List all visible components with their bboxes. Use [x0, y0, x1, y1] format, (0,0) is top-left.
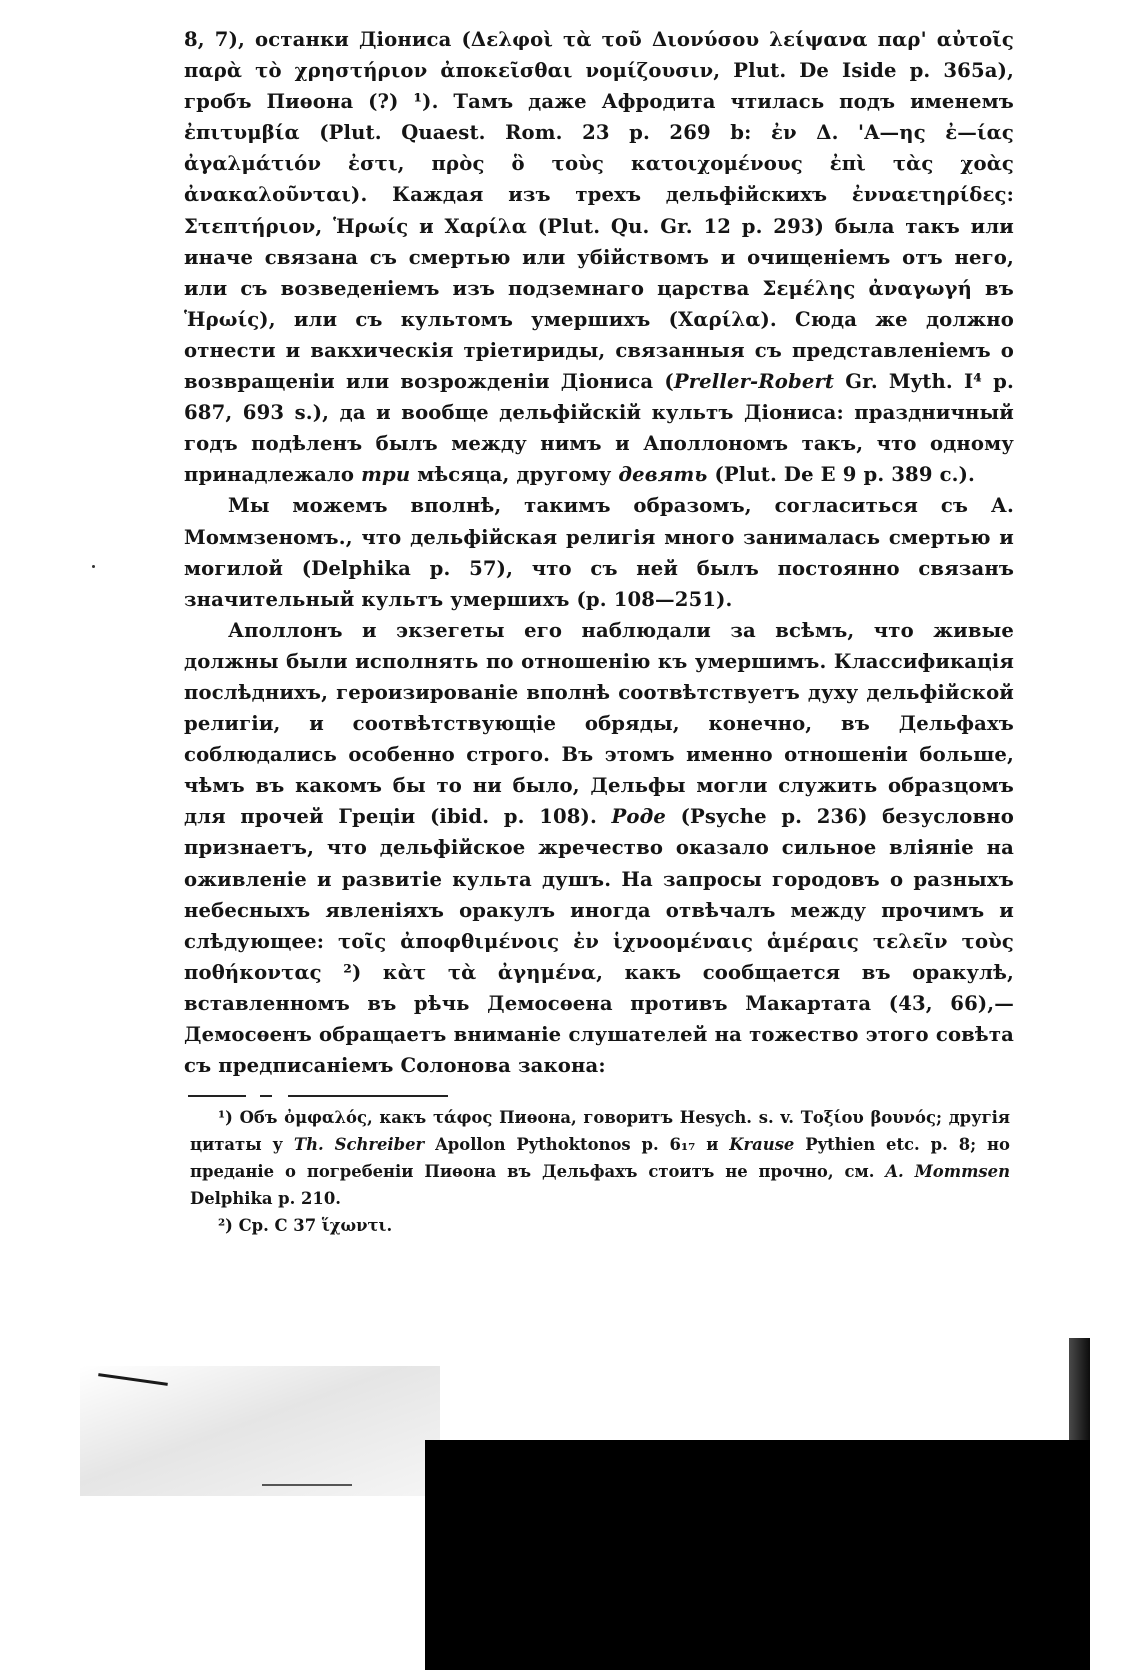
preller-robert-ref: Preller-Robert [673, 370, 835, 394]
rode-ref: Роде [611, 805, 667, 829]
paragraph-1-text-d: (Plut. De E 9 p. 389 c.). [707, 463, 976, 487]
scan-artifact-line [262, 1484, 352, 1486]
main-text [184, 24, 1014, 1081]
footnote-1-text-c: Pythien etc. p. 8; но преданіе о погребеніи Пиѳона въ Дельфахъ стоитъ не прочно, см. [190, 1135, 1010, 1181]
tri-word: три [361, 463, 411, 487]
scan-shadow [80, 1366, 440, 1496]
krause-ref: Krause [729, 1135, 795, 1154]
paragraph-1 [184, 24, 1014, 490]
paragraph-3-text-b: (Psyche p. 236) безусловно признаетъ, что дельфійское жречество оказало сильное вліяніе на оживленіе и развитіе культа душъ. На запросы городовъ о разныхъ небесныхъ явленіяхъ оракулъ иногда отвѣчалъ между прочимъ и слѣдующее: τοῖς ἀποφθιμένοις ἐν ἱχνοομέναις ἁμέραις τελεῖν τοὺς ποθήκοντας ²) κὰτ τὰ ἀγημένα, какъ сообщается въ оракулѣ, вставленномъ въ рѣчь Демосѳена противъ Макартата (43, 66),—Демосѳенъ обращаетъ вниманіе слушателей на тожество этого совѣта съ предписаніемъ Солонова закона: [184, 805, 1015, 1078]
schreiber-ref: Th. Schreiber [293, 1135, 425, 1154]
footnote-2: ²) Ср. C 37 ἵχωντι. [218, 1216, 393, 1235]
scan-dark-edge [1069, 1338, 1090, 1450]
paragraph-1-text-c: мѣсяца, другому [410, 463, 619, 487]
footnote-1-text-d: Delphika p. 210. [190, 1189, 341, 1208]
devyat-word: девять [618, 463, 708, 487]
footnote-separator [188, 1095, 448, 1097]
paragraph-2: Мы можемъ вполнѣ, такимъ образомъ, согласиться съ А. Моммзеномъ., что дельфійская религія много занималась смертью и могилой (Delphika p. 57), что съ ней былъ постоянно связанъ значительный культъ умершихъ (p. 108—251). [184, 494, 1014, 611]
footnote-1-text: ¹) Объ ὀμφαλός, какъ τάφος Пиѳона, говоритъ Hesych. s. v. Τοξίου βουνός; другія цитаты у [190, 1108, 1010, 1154]
mommsen-ref: A. Mommsen [885, 1162, 1010, 1181]
paragraph-1-text-b: Gr. Myth. I⁴ p. 687, 693 s.), да и вообще дельфійскій культъ Діониса: праздничный годъ подѣленъ былъ между нимъ и Аполлономъ такъ, что одному принадлежало [184, 370, 1014, 487]
footnote-1-text-b: Apollon Pythoktonos p. 6₁₇ и [424, 1135, 730, 1154]
paragraph-3-text: Аполлонъ и экзегеты его наблюдали за всѣмъ, что живые должны были исполнять по отношенію къ умершимъ. Классификація послѣднихъ, героизированіе вполнѣ соотвѣтствуетъ духу дельфійской религіи, и соотвѣтствующіе обряды, конечно, въ Дельфахъ соблюдались особенно строго. Въ этомъ именно отношеніи больше, чѣмъ въ какомъ бы то ни было, Дельфы могли служить образцомъ для прочей Греціи (ibid. p. 108). [184, 618, 1014, 829]
paragraph-3 [184, 615, 1014, 1081]
scan-speck [92, 565, 95, 568]
scan-dark-area [425, 1440, 1090, 1670]
footnote-1 [190, 1104, 1010, 1212]
paragraph-1-text: 8, 7), останки Діониса (Δελφοὶ τὰ τοῦ Διονύσου λείψανα παρ' αὐτοῖς παρὰ τὸ χρηστήριον ἀποκεῖσθαι νομίζουσιν, Plut. De Iside p. 365a), гробъ Пиѳона (?) ¹). Тамъ даже Афродита чтилась подъ именемъ ἐπιτυμβία (Plut. Quaest. Rom. 23 p. 269 b: ἐν Δ. 'Α—ης ἐ—ίας ἀγαλμάτιόν ἐστι, πρὸς ὃ τοὺς κατοιχομένους ἐπὶ τὰς χοὰς ἀνακαλοῦνται). Каждая изъ трехъ дельфійскихъ ἐνναετηρίδες: Στεπτήριον, Ἡρωίς и Χαρίλα (Plut. Qu. Gr. 12 p. 293) была такъ или иначе связана съ смертью или убійствомъ и очищеніемъ отъ него, или съ возведеніемъ изъ подземнаго царства Σεμέλης ἀναγωγή въ Ἡρωίς), или съ культомъ умершихъ (Χαρίλα). Сюда же должно отнести и вакхическія тріетириды, связанныя съ представленіемъ о возвращеніи или возрожденіи Діониса ( [184, 28, 1014, 394]
footnotes [190, 1104, 1010, 1239]
